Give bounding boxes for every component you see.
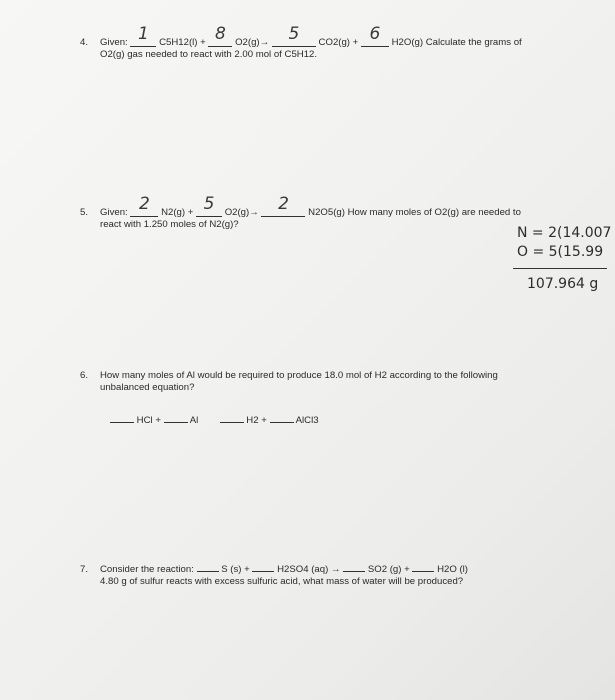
given-label: Given: — [100, 37, 128, 48]
product-h2o: H2O(g) Calculate the grams of — [391, 37, 522, 48]
work-line-oxygen: O = 5(15.99 — [517, 244, 604, 260]
work-total: 107.964 g — [527, 276, 599, 292]
coefficient-blank: 2 — [261, 204, 305, 217]
question-number: 6. — [80, 370, 89, 381]
term-so2: SO2 (g) + — [367, 564, 410, 575]
question-text: 4.80 g of sulfur reacts with excess sulfuric acid, what mass of water will be produced? — [100, 576, 464, 587]
reactant-o2: O2(g)→ — [224, 207, 259, 218]
coefficient-blank: 5 — [196, 204, 222, 217]
question-text-cont: unbalanced equation? — [100, 382, 195, 393]
reactant-n2: N2(g) + — [161, 207, 194, 218]
term-h2so4: H2SO4 (aq) → — [277, 564, 341, 575]
term-h2: H2 + — [246, 415, 267, 426]
question-text: react with 1.250 moles of N2(g)? — [100, 219, 239, 230]
product-n2o5: N2O5(g) How many moles of O2(g) are needed to — [308, 207, 521, 218]
question-text: O2(g) gas needed to react with 2.00 mol of C5H12. — [100, 49, 318, 60]
sum-divider — [513, 268, 607, 269]
coefficient-blank — [197, 559, 219, 572]
question-number: 4. — [80, 37, 89, 48]
question-number: 5. — [80, 207, 89, 218]
coefficient-blank — [110, 410, 134, 423]
work-line-nitrogen: N = 2(14.007 — [517, 225, 612, 241]
product-co2: CO2(g) + — [318, 37, 359, 48]
coefficient-blank: 5 — [272, 34, 316, 47]
coefficient-blank — [343, 559, 365, 572]
question-4 — [80, 24, 522, 61]
coefficient-blank: 2 — [130, 204, 158, 217]
coefficient-blank — [220, 410, 244, 423]
coefficient-blank — [412, 559, 434, 572]
equation-6 — [110, 410, 319, 427]
handwritten-work — [517, 224, 612, 292]
reactant-c5h12: C5H12(l) + — [159, 37, 206, 48]
term-hcl: HCl + — [136, 415, 161, 426]
coefficient-blank — [164, 410, 188, 423]
coefficient-blank: 1 — [130, 34, 156, 47]
term-alcl3: AlCl3 — [295, 415, 319, 426]
given-label: Given: — [100, 207, 128, 218]
reactant-o2: O2(g)→ — [235, 37, 270, 48]
coefficient-blank — [270, 410, 294, 423]
coefficient-blank: 6 — [361, 34, 389, 47]
term-h2o: H2O (l) — [437, 564, 468, 575]
question-7 — [80, 559, 468, 588]
question-6 — [80, 370, 498, 394]
term-al: Al — [189, 415, 199, 426]
question-intro: Consider the reaction: — [100, 564, 194, 575]
question-number: 7. — [80, 564, 89, 575]
term-s: S (s) + — [221, 564, 250, 575]
coefficient-blank — [252, 559, 274, 572]
question-5 — [80, 194, 521, 231]
coefficient-blank: 8 — [208, 34, 232, 47]
question-text: How many moles of Al would be required to produce 18.0 mol of H2 according to the following — [100, 370, 498, 381]
